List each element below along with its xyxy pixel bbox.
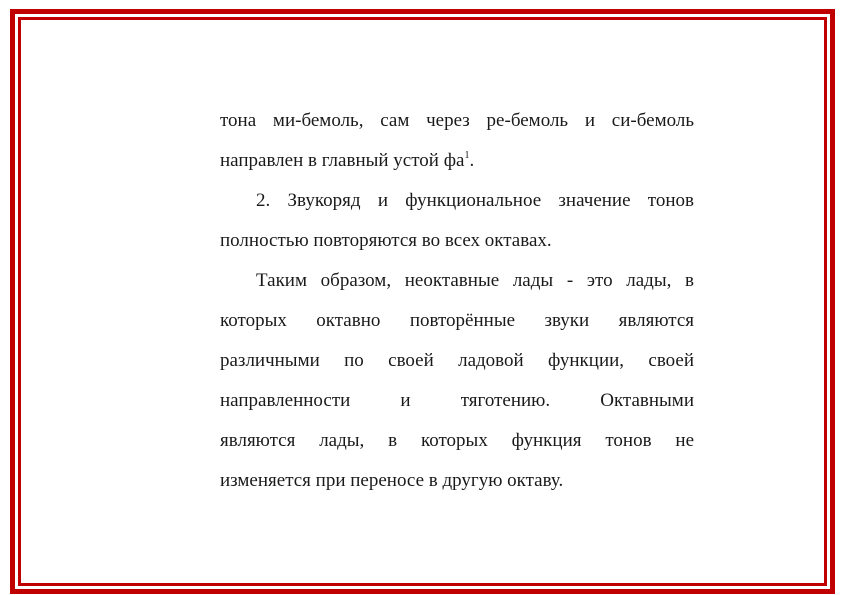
text-line: являются лады, в которых функция тонов не [220,430,694,451]
text-line: тона ми-бемоль, сам через ре-бемоль и си-бемоль [220,110,694,131]
text-line-end: . [469,150,475,171]
text-line: различными по своей ладовой функции, своей [220,350,694,371]
text-line: направленности и тяготению. Октавными [220,390,694,411]
text-line [220,141,694,181]
text-line: Таким образом, неоктавные лады - это лады, в [256,270,694,291]
text-line: которых октавно повторённые звуки являются [220,310,694,331]
text-line-content: направлен в главный устой фа [220,150,465,171]
text-line: изменяется при переносе в другую октаву. [220,470,564,491]
text-line: 2. Звукоряд и функциональное значение тонов [256,190,694,211]
footnote-reference[interactable]: 1 [464,150,470,161]
text-line: полностью повторяются во всех октавах. [220,230,552,251]
body-text [220,101,694,501]
